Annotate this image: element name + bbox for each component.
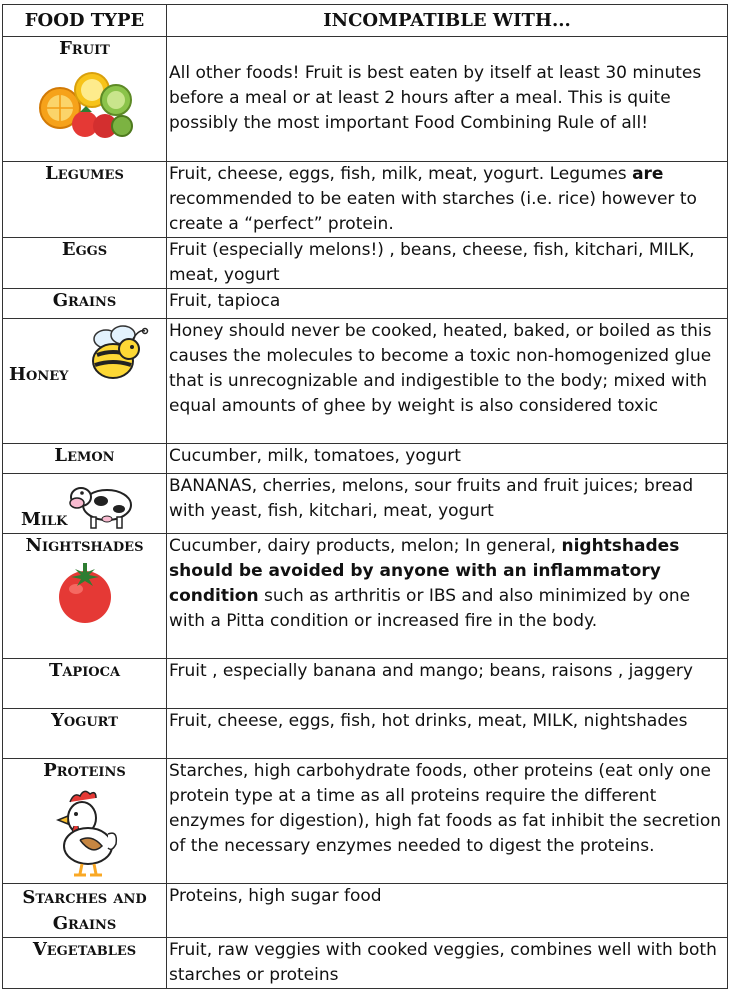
table-row (3, 534, 728, 659)
food-name: Yogurt (51, 710, 118, 731)
incompatible-cell (167, 534, 728, 659)
incompatible-text: All other foods! Fruit is best eaten by itself at least 30 minutes before a meal or at least 2 hours after a meal. This is quite possibly the most important Food Combining Rule of all! (169, 63, 702, 133)
incompatible-text-bold: nightshades should be avoided by anyone with an inflammatory condition (169, 536, 680, 606)
food-cell (3, 884, 167, 938)
incompatible-cell (167, 289, 728, 319)
food-cell (3, 759, 167, 884)
food-name: Legumes (45, 163, 124, 184)
food-name: Eggs (61, 239, 108, 260)
incompatible-cell (167, 162, 728, 238)
incompatible-cell (167, 709, 728, 759)
incompatible-text: BANANAS, cherries, melons, sour fruits and fruit juices; bread with yeast, fish, kitchari, meat, yogurt (169, 476, 694, 521)
food-cell (3, 289, 167, 319)
cow-icon (67, 477, 139, 531)
table-row (3, 444, 728, 474)
table-header-row (3, 5, 728, 37)
food-combining-table (2, 4, 728, 989)
incompatible-text: Cucumber, dairy products, melon; In general, (169, 536, 562, 556)
table-row (3, 162, 728, 238)
table-row (3, 659, 728, 709)
table-row (3, 319, 728, 444)
food-cell (3, 319, 167, 444)
incompatible-text: Cucumber, milk, tomatoes, yogurt (169, 446, 461, 466)
food-name: Nightshades (25, 535, 144, 556)
food-name: Honey (9, 364, 69, 385)
food-cell (3, 37, 167, 162)
header-incompatible-with: INCOMPATIBLE WITH... (167, 5, 728, 37)
table-row (3, 938, 728, 989)
food-cell (3, 238, 167, 289)
food-cell (3, 474, 167, 534)
incompatible-text-rest: such as arthritis or IBS and also minimized by one with a Pitta condition or increased fire in the body. (169, 586, 691, 631)
table-row (3, 759, 728, 884)
food-name: Vegetables (32, 939, 137, 960)
fruit-bowl-icon (30, 60, 140, 148)
food-name: Tapioca (48, 660, 121, 681)
incompatible-cell (167, 474, 728, 534)
incompatible-cell (167, 444, 728, 474)
incompatible-text: Starches, high carbohydrate foods, other proteins (eat only one protein type at a time as all proteins require the different enzymes for digestion), high fat foods as fat inhibit the secretion of the necessary enzymes needed to digest the proteins. (169, 761, 722, 856)
incompatible-cell (167, 37, 728, 162)
food-name: Fruit (59, 38, 110, 59)
food-cell (3, 534, 167, 659)
food-cell (3, 659, 167, 709)
bee-icon (81, 321, 151, 387)
incompatible-text: Honey should never be cooked, heated, baked, or boiled as this causes the molecules to become a toxic non-homogenized glue that is unrecognizable and indigestible to the body; mixed with equal amounts of ghee by weight is also considered toxic (169, 321, 712, 416)
food-name: Starches and Grains (22, 887, 147, 934)
food-cell (3, 444, 167, 474)
tomato-icon (50, 559, 120, 625)
food-cell (3, 709, 167, 759)
table-row (3, 884, 728, 938)
incompatible-text: Fruit, tapioca (169, 291, 281, 311)
incompatible-text: Fruit, raw veggies with cooked veggies, combines well with both starches or proteins (169, 940, 717, 985)
header-food-type: FOOD TYPE (3, 5, 167, 37)
incompatible-text-bold: are (632, 164, 664, 184)
incompatible-cell (167, 759, 728, 884)
table-row (3, 37, 728, 162)
food-name: Lemon (54, 445, 115, 466)
food-name: Milk (21, 509, 68, 530)
food-name: Proteins (43, 760, 126, 781)
incompatible-text: Fruit, cheese, eggs, fish, milk, meat, yogurt. Legumes (169, 164, 633, 184)
incompatible-text-rest: recommended to be eaten with starches (i.e. rice) however to create a “perfect” protein. (169, 189, 697, 234)
incompatible-text: Fruit, cheese, eggs, fish, hot drinks, meat, MILK, nightshades (169, 711, 688, 731)
incompatible-cell (167, 884, 728, 938)
incompatible-cell (167, 659, 728, 709)
food-cell (3, 162, 167, 238)
table-row (3, 238, 728, 289)
food-cell (3, 938, 167, 989)
incompatible-text: Proteins, high sugar food (169, 886, 382, 906)
table-row (3, 474, 728, 534)
incompatible-cell (167, 319, 728, 444)
incompatible-cell (167, 938, 728, 989)
chicken-icon (50, 784, 120, 880)
incompatible-text: Fruit (especially melons!) , beans, cheese, fish, kitchari, MILK, meat, yogurt (169, 240, 695, 285)
incompatible-text: Fruit , especially banana and mango; beans, raisons , jaggery (169, 661, 693, 681)
food-name: Grains (52, 290, 117, 311)
table-row (3, 289, 728, 319)
table-row (3, 709, 728, 759)
incompatible-cell (167, 238, 728, 289)
